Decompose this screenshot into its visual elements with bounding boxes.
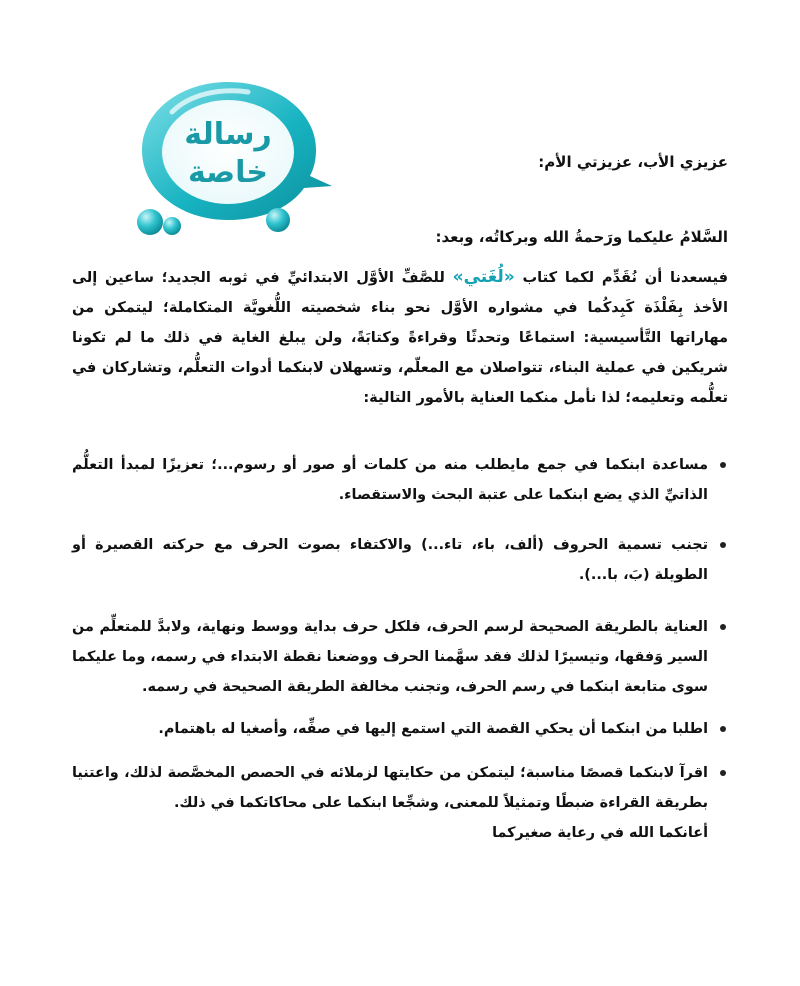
greeting: السَّلامُ عليكما ورَحمةُ الله وبركاتُه، وبعد: [435, 228, 728, 246]
list-item: اطلبا من ابنكما أن يحكي القصة التي استمع إليها في صفِّه، وأصغيا له باهتمام. [72, 714, 728, 744]
salutation: عزيزي الأب، عزيزتي الأم: [538, 153, 728, 171]
closing-line: أعانكما الله في رعاية صغيركما [492, 825, 708, 841]
list-item-last [72, 758, 728, 848]
list-item: مساعدة ابنكما في جمع مايطلب منه من كلمات أو صور أو رسوم...؛ تعزيزًا لمبدأ التعلُّم الذاتيِّ الذي يضع ابنكما على عتبة البحث والاستقصاء. [72, 450, 728, 510]
bubble-ball-right [266, 208, 290, 232]
special-message-badge [128, 72, 332, 240]
bubble-ball-large [137, 209, 163, 235]
badge-line1: رسالة [184, 117, 272, 152]
intro-after: للصَّفِّ الأوَّل الابتدائيِّ في ثوبه الجديد؛ ساعين إلى الأخذ بِفَلْذَة كَبِدكُما في مشواره الأوَّل نحو بناء شخصيته اللُّغويَّة المتكاملة؛ ليتمكن من مهاراتها التَّأسيسية: استماعًا وتحدثًا وقراءةً وكتابَةً، ولن يبلغ الغاية في ذلك ما لم تكونا شريكين في عملية البناء، تتواصلان مع المعلّم، وتسهلان لابنكما أدوات التعلُّم، وتشاركان في تعلُّمه وتعليمه؛ لذا نأمل منكما العناية بالأمور التالية: [72, 269, 728, 406]
intro-paragraph [72, 262, 728, 413]
list-item-text: اقرآ لابنكما قصصًا مناسبة؛ ليتمكن من حكايتها لزملائه في الحصص المخصَّصة لذلك، واعتنيا بطريقة القراءة ضبطًا وتمثيلاً للمعنى، وشجِّعا ابنكما على محاكاتكما في ذلك. [72, 765, 708, 811]
intro-before: فيسعدنا أن نُقَدِّم لكما كتاب [514, 269, 728, 286]
tips-list [72, 450, 728, 848]
speech-bubble-icon [128, 72, 332, 240]
book-title: «لُغَتي» [452, 267, 515, 287]
list-item: تجنب تسمية الحروف (ألف، باء، تاء...) والاكتفاء بصوت الحرف مع حركته القصيرة أو الطويلة (بَ، با...). [72, 530, 728, 590]
bubble-ball-medium [163, 217, 181, 235]
list-item: العناية بالطريقة الصحيحة لرسم الحرف، فلكل حرف بداية ووسط ونهاية، ولابدَّ للمتعلِّم من السير وَفقها، وتيسيرًا لذلك فقد سهَّمنا الحرف ووضعنا نقطة الابتداء في رسمه، وما عليكما سوى متابعة ابنكما في رسم الحرف، وتجنب مخالفة الطريقة الصحيحة في رسمه. [72, 612, 728, 702]
badge-line2: خاصة [187, 155, 269, 190]
